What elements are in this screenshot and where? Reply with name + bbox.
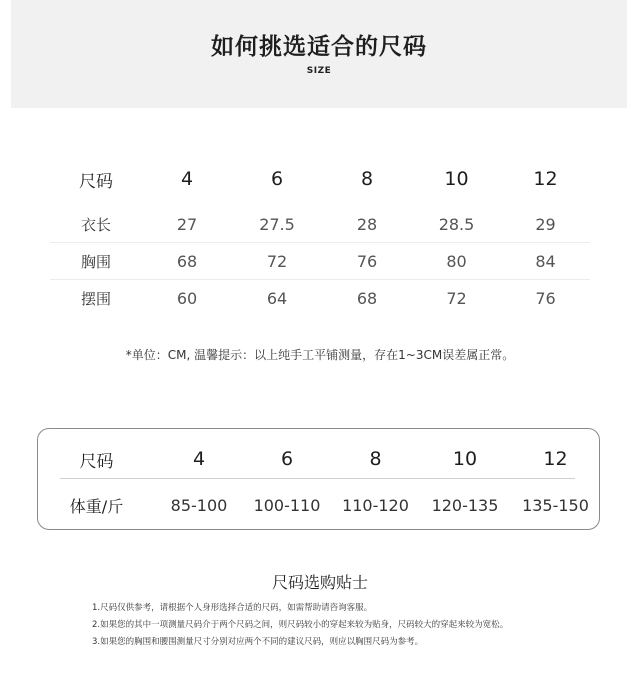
table-cell: 80 [446,251,467,271]
list-item: 3.如果您的胸围和腰围测量尺寸分别对应两个不同的建议尺码，则应以胸围尺码为参考。 [92,637,424,647]
weight-table-header [38,439,601,479]
table-cell: 72 [446,288,467,308]
table-cell: 64 [266,288,288,308]
page-subtitle: SIZE [306,66,332,76]
row-label: 胸围 [80,252,111,271]
table-cell: 68 [176,251,198,271]
tips-list [92,600,632,651]
table-cell: 27 [176,214,198,234]
table-cell: 76 [535,288,556,308]
header-cell: 4 [192,448,206,470]
table-cell: 27.5 [259,214,295,234]
table-cell: 84 [535,251,556,271]
table-cell: 120-135 [431,495,499,515]
size-table-header [50,160,590,198]
weight-table [37,428,600,530]
header-cell: 6 [280,448,294,470]
measurement-note: *单位：CM, 温馨提示：以上纯手工平铺测量，存在1~3CM误差属正常。 [125,348,515,362]
table-cell: 28 [356,214,378,234]
table-cell: 100-110 [253,495,321,515]
header-cell: 12 [543,448,568,470]
header-cell: 10 [444,168,469,190]
row-label: 体重/斤 [69,496,124,516]
table-cell: 135-150 [522,495,589,515]
header-cell: 6 [270,168,284,190]
page-title: 如何挑选适合的尺码 [211,34,427,60]
row-label: 衣长 [80,215,111,234]
table-cell: 72 [266,251,288,271]
size-table [50,160,590,316]
table-cell: 85-100 [170,495,228,515]
table-cell: 76 [356,251,378,271]
header-cell: 12 [533,168,558,190]
table-cell: 28.5 [438,214,475,234]
table-row [38,485,601,525]
divider [60,478,575,479]
row-label: 摆围 [80,289,111,308]
header-cell: 尺码 [79,451,114,472]
header-cell: 10 [452,448,478,470]
header-cell: 4 [180,168,194,190]
header-cell: 尺码 [79,171,113,192]
list-item: 2.如果您的其中一项测量尺码介于两个尺码之间，则尺码较小的穿起来较为贴身，尺码较大的穿起来较为宽松。 [92,620,509,630]
header-cell: 8 [369,448,382,470]
table-row [50,243,590,280]
list-item: 1.尺码仅供参考，请根据个人身形选择合适的尺码，如需帮助请咨询客服。 [92,603,373,613]
table-row [50,206,590,243]
tips-title: 尺码选购贴士 [271,573,368,592]
table-cell: 60 [176,288,198,308]
header-cell: 8 [360,168,374,190]
table-row [50,280,590,316]
table-cell: 29 [535,214,556,234]
header-banner [11,0,627,108]
table-cell: 68 [356,288,378,308]
table-cell: 110-120 [342,495,409,515]
